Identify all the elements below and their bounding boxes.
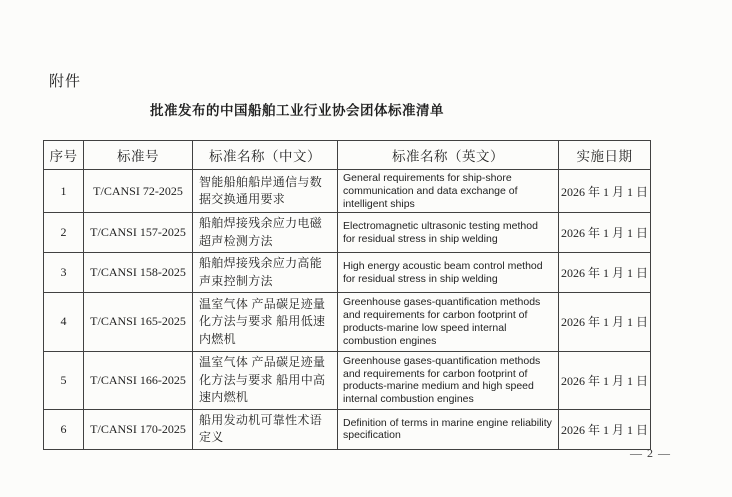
standard-name-en-cell: Greenhouse gases-quantification methods and requirements for carbon footprint of products-marine medium and high speed internal combustion engines [338, 351, 559, 409]
standards-table-body [44, 170, 651, 450]
implementation-date-cell: 2026 年 1 月 1 日 [559, 409, 651, 449]
header-standard-number: 标准号 [84, 141, 193, 170]
implementation-date-cell: 2026 年 1 月 1 日 [559, 170, 651, 213]
standard-number-cell: T/CANSI 157-2025 [84, 213, 193, 253]
row-number-cell: 2 [44, 213, 84, 253]
standard-name-cn-cell: 船舶焊接残余应力电磁超声检测方法 [193, 213, 338, 253]
table-row [44, 253, 651, 293]
standard-name-cn-cell: 温室气体 产品碳足迹量化方法与要求 船用中高速内燃机 [193, 351, 338, 409]
standard-name-en-cell: General requirements for ship-shore communication and data exchange of intelligent ships [338, 170, 559, 213]
header-standard-name-cn: 标准名称（中文） [193, 141, 338, 170]
standard-name-cn-cell: 温室气体 产品碳足迹量化方法与要求 船用低速内燃机 [193, 292, 338, 351]
standard-number-cell: T/CANSI 170-2025 [84, 409, 193, 449]
header-standard-name-en: 标准名称（英文） [338, 141, 559, 170]
standard-number-cell: T/CANSI 166-2025 [84, 351, 193, 409]
standard-name-en-cell: High energy acoustic beam control method for residual stress in ship welding [338, 253, 559, 293]
page-number: — 2 — [630, 446, 671, 460]
standard-name-cn-cell: 船用发动机可靠性术语定义 [193, 409, 338, 449]
header-implementation-date: 实施日期 [559, 141, 651, 170]
table-row [44, 292, 651, 351]
standard-number-cell: T/CANSI 165-2025 [84, 292, 193, 351]
standard-name-en-cell: Electromagnetic ultrasonic testing method for residual stress in ship welding [338, 213, 559, 253]
table-row [44, 409, 651, 449]
row-number-cell: 3 [44, 253, 84, 293]
standard-number-cell: T/CANSI 158-2025 [84, 253, 193, 293]
table-header-row [44, 141, 651, 170]
implementation-date-cell: 2026 年 1 月 1 日 [559, 213, 651, 253]
row-number-cell: 5 [44, 351, 84, 409]
row-number-cell: 1 [44, 170, 84, 213]
header-serial-number: 序号 [44, 141, 84, 170]
implementation-date-cell: 2026 年 1 月 1 日 [559, 253, 651, 293]
standard-number-cell: T/CANSI 72-2025 [84, 170, 193, 213]
implementation-date-cell: 2026 年 1 月 1 日 [559, 351, 651, 409]
table-row [44, 213, 651, 253]
table-row [44, 170, 651, 213]
row-number-cell: 6 [44, 409, 84, 449]
standard-name-en-cell: Definition of terms in marine engine reliability specification [338, 409, 559, 449]
table-row [44, 351, 651, 409]
standard-name-cn-cell: 船舶焊接残余应力高能声束控制方法 [193, 253, 338, 293]
standard-name-en-cell: Greenhouse gases-quantification methods and requirements for carbon footprint of products-marine low speed internal combustion engines [338, 292, 559, 351]
page-title: 批准发布的中国船舶工业行业协会团体标准清单 [150, 103, 444, 118]
implementation-date-cell: 2026 年 1 月 1 日 [559, 292, 651, 351]
standard-name-cn-cell: 智能船舶船岸通信与数据交换通用要求 [193, 170, 338, 213]
standards-table [43, 140, 651, 450]
row-number-cell: 4 [44, 292, 84, 351]
attachment-label: 附件 [49, 74, 82, 90]
